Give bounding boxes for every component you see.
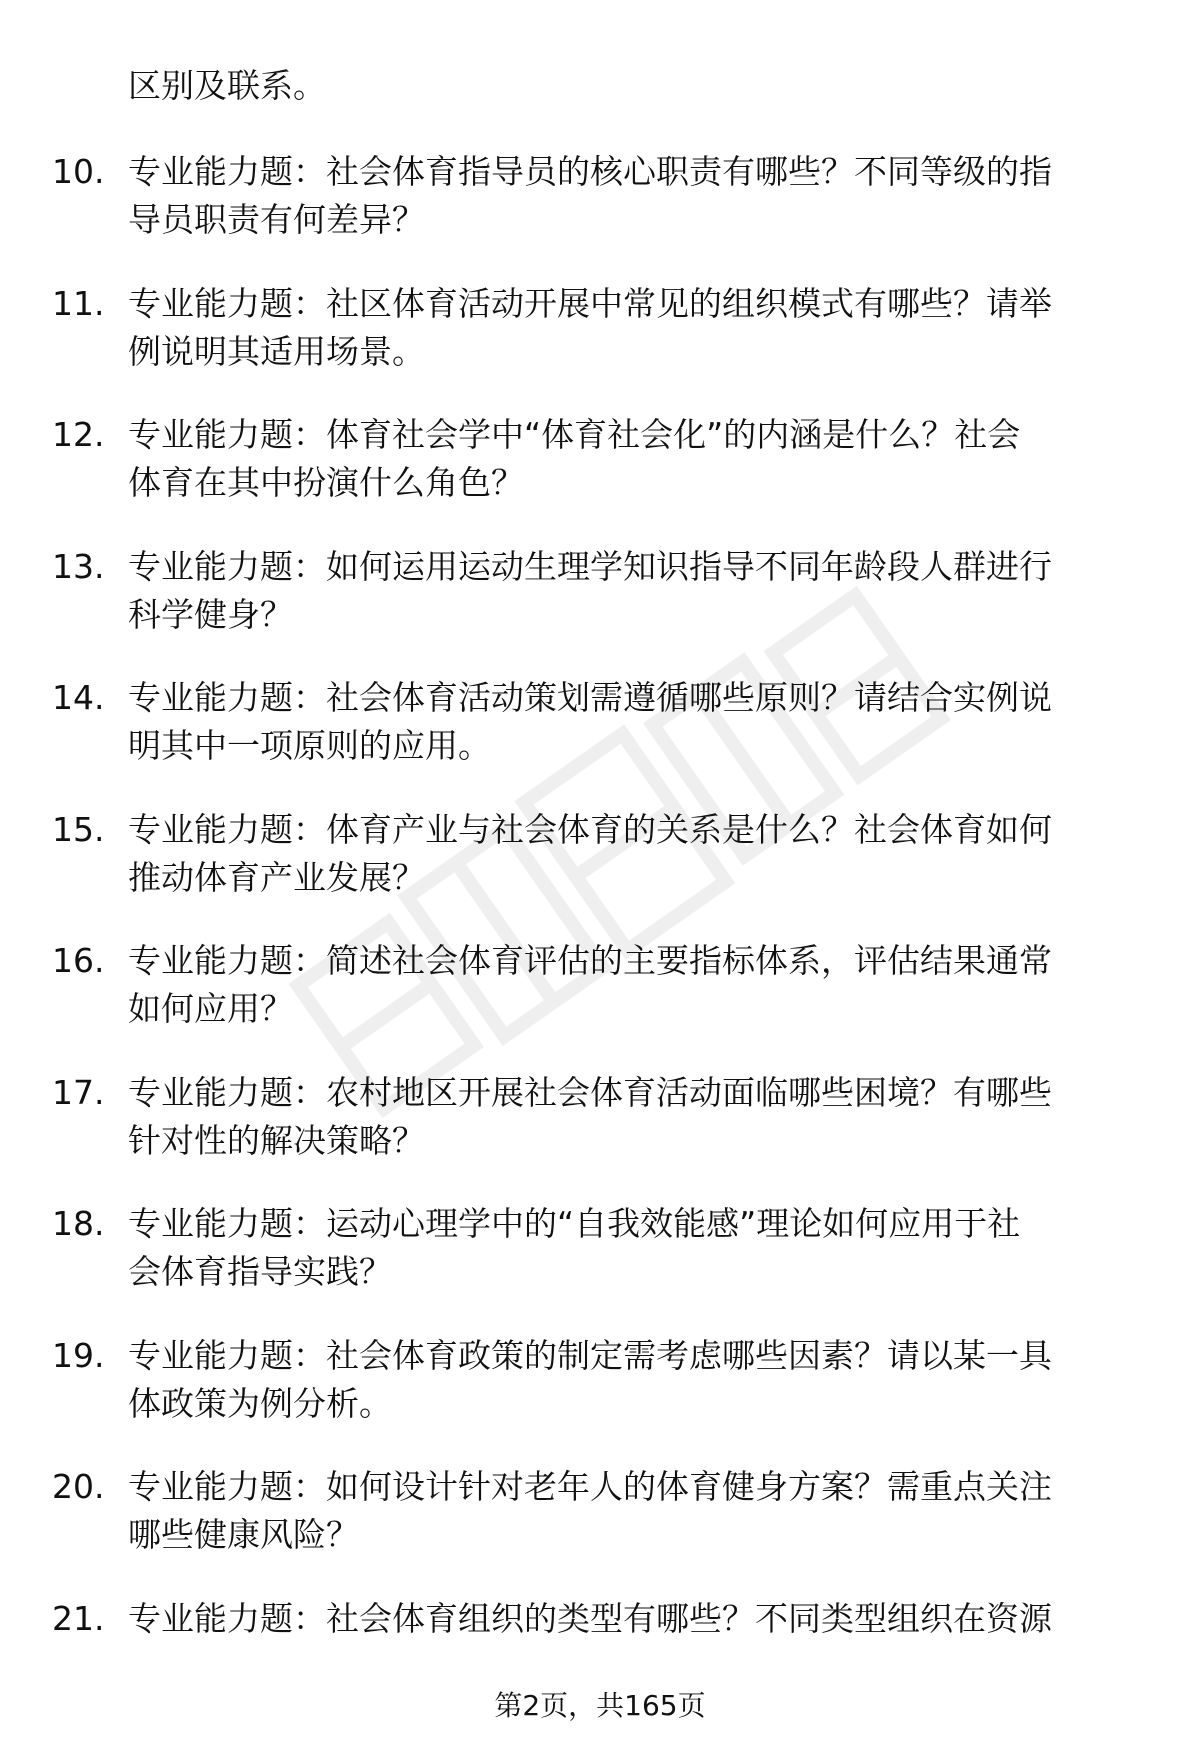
question-line: 明其中一项原则的应用。 (128, 726, 491, 765)
question-line: 专业能力题：如何设计针对老年人的体育健身方案？需重点关注 (128, 1467, 1052, 1506)
question-item (0, 543, 1200, 675)
question-text (128, 1463, 1138, 1559)
question-line: 导员职责有何差异？ (128, 200, 425, 239)
question-line: 科学健身？ (128, 594, 293, 634)
question-number: 17. (52, 1072, 105, 1112)
question-item (0, 806, 1200, 938)
question-number: 18. (52, 1204, 105, 1243)
question-text (128, 674, 1138, 770)
question-item (0, 280, 1200, 412)
question-item (0, 1200, 1200, 1332)
question-number: 12. (52, 415, 105, 454)
question-number: 11. (52, 283, 105, 323)
question-line: 专业能力题：社会体育政策的制定需考虑哪些因素？请以某一具 (128, 1335, 1052, 1375)
question-text (128, 937, 1138, 1033)
question-item (0, 1069, 1200, 1201)
question-line: 专业能力题：社会体育指导员的核心职责有哪些？不同等级的指 (128, 152, 1052, 191)
question-line: 会体育指导实践？ (128, 1252, 392, 1291)
question-line: 推动体育产业发展？ (128, 857, 425, 897)
question-text (128, 280, 1138, 376)
page-footer: 第2页，共165页 (494, 1689, 706, 1722)
question-line: 如何应用？ (128, 989, 293, 1028)
question-line: 哪些健康风险？ (128, 1515, 359, 1554)
question-number: 14. (52, 678, 105, 717)
question-line: 专业能力题：体育社会学中“体育社会化”的内涵是什么？社会 (128, 415, 1021, 454)
question-item (0, 1463, 1200, 1595)
question-line: 专业能力题：运动心理学中的“自我效能感”理论如何应用于社 (128, 1204, 1021, 1243)
question-line: 专业能力题：农村地区开展社会体育活动面临哪些困境？有哪些 (128, 1072, 1052, 1112)
question-line: 专业能力题：简述社会体育评估的主要指标体系，评估结果通常 (128, 941, 1052, 980)
question-line: 体政策为例分析。 (128, 1383, 392, 1423)
question-item (0, 148, 1200, 280)
question-number: 19. (52, 1335, 105, 1375)
question-text (128, 806, 1138, 902)
question-line: 专业能力题：社会体育组织的类型有哪些？不同类型组织在资源 (128, 1598, 1052, 1638)
question-number: 13. (52, 546, 105, 586)
question-number: 15. (52, 809, 105, 849)
question-text (128, 1332, 1138, 1428)
question-line: 针对性的解决策略？ (128, 1120, 425, 1160)
question-number: 20. (52, 1467, 105, 1506)
question-number: 10. (52, 152, 105, 191)
question-line: 体育在其中扮演什么角色？ (128, 463, 524, 502)
question-text (128, 148, 1138, 244)
question-line: 专业能力题：社会体育活动策划需遵循哪些原则？请结合实例说 (128, 678, 1052, 717)
question-number: 21. (52, 1598, 105, 1638)
question-text (128, 1595, 1138, 1643)
question-line: 专业能力题：社区体育活动开展中常见的组织模式有哪些？请举 (128, 283, 1052, 323)
continuation-text: 区别及联系。 (128, 66, 326, 105)
question-line: 专业能力题：体育产业与社会体育的关系是什么？社会体育如何 (128, 809, 1052, 849)
question-list (0, 148, 1200, 1726)
question-text (128, 411, 1138, 507)
question-item (0, 937, 1200, 1069)
question-text (128, 1069, 1138, 1165)
question-item (0, 674, 1200, 806)
question-item (0, 411, 1200, 543)
question-item (0, 1332, 1200, 1464)
question-text (128, 1200, 1138, 1296)
question-text (128, 543, 1138, 639)
question-number: 16. (52, 941, 105, 980)
question-line: 例说明其适用场景。 (128, 331, 425, 371)
question-line: 专业能力题：如何运用运动生理学知识指导不同年龄段人群进行 (128, 546, 1052, 586)
